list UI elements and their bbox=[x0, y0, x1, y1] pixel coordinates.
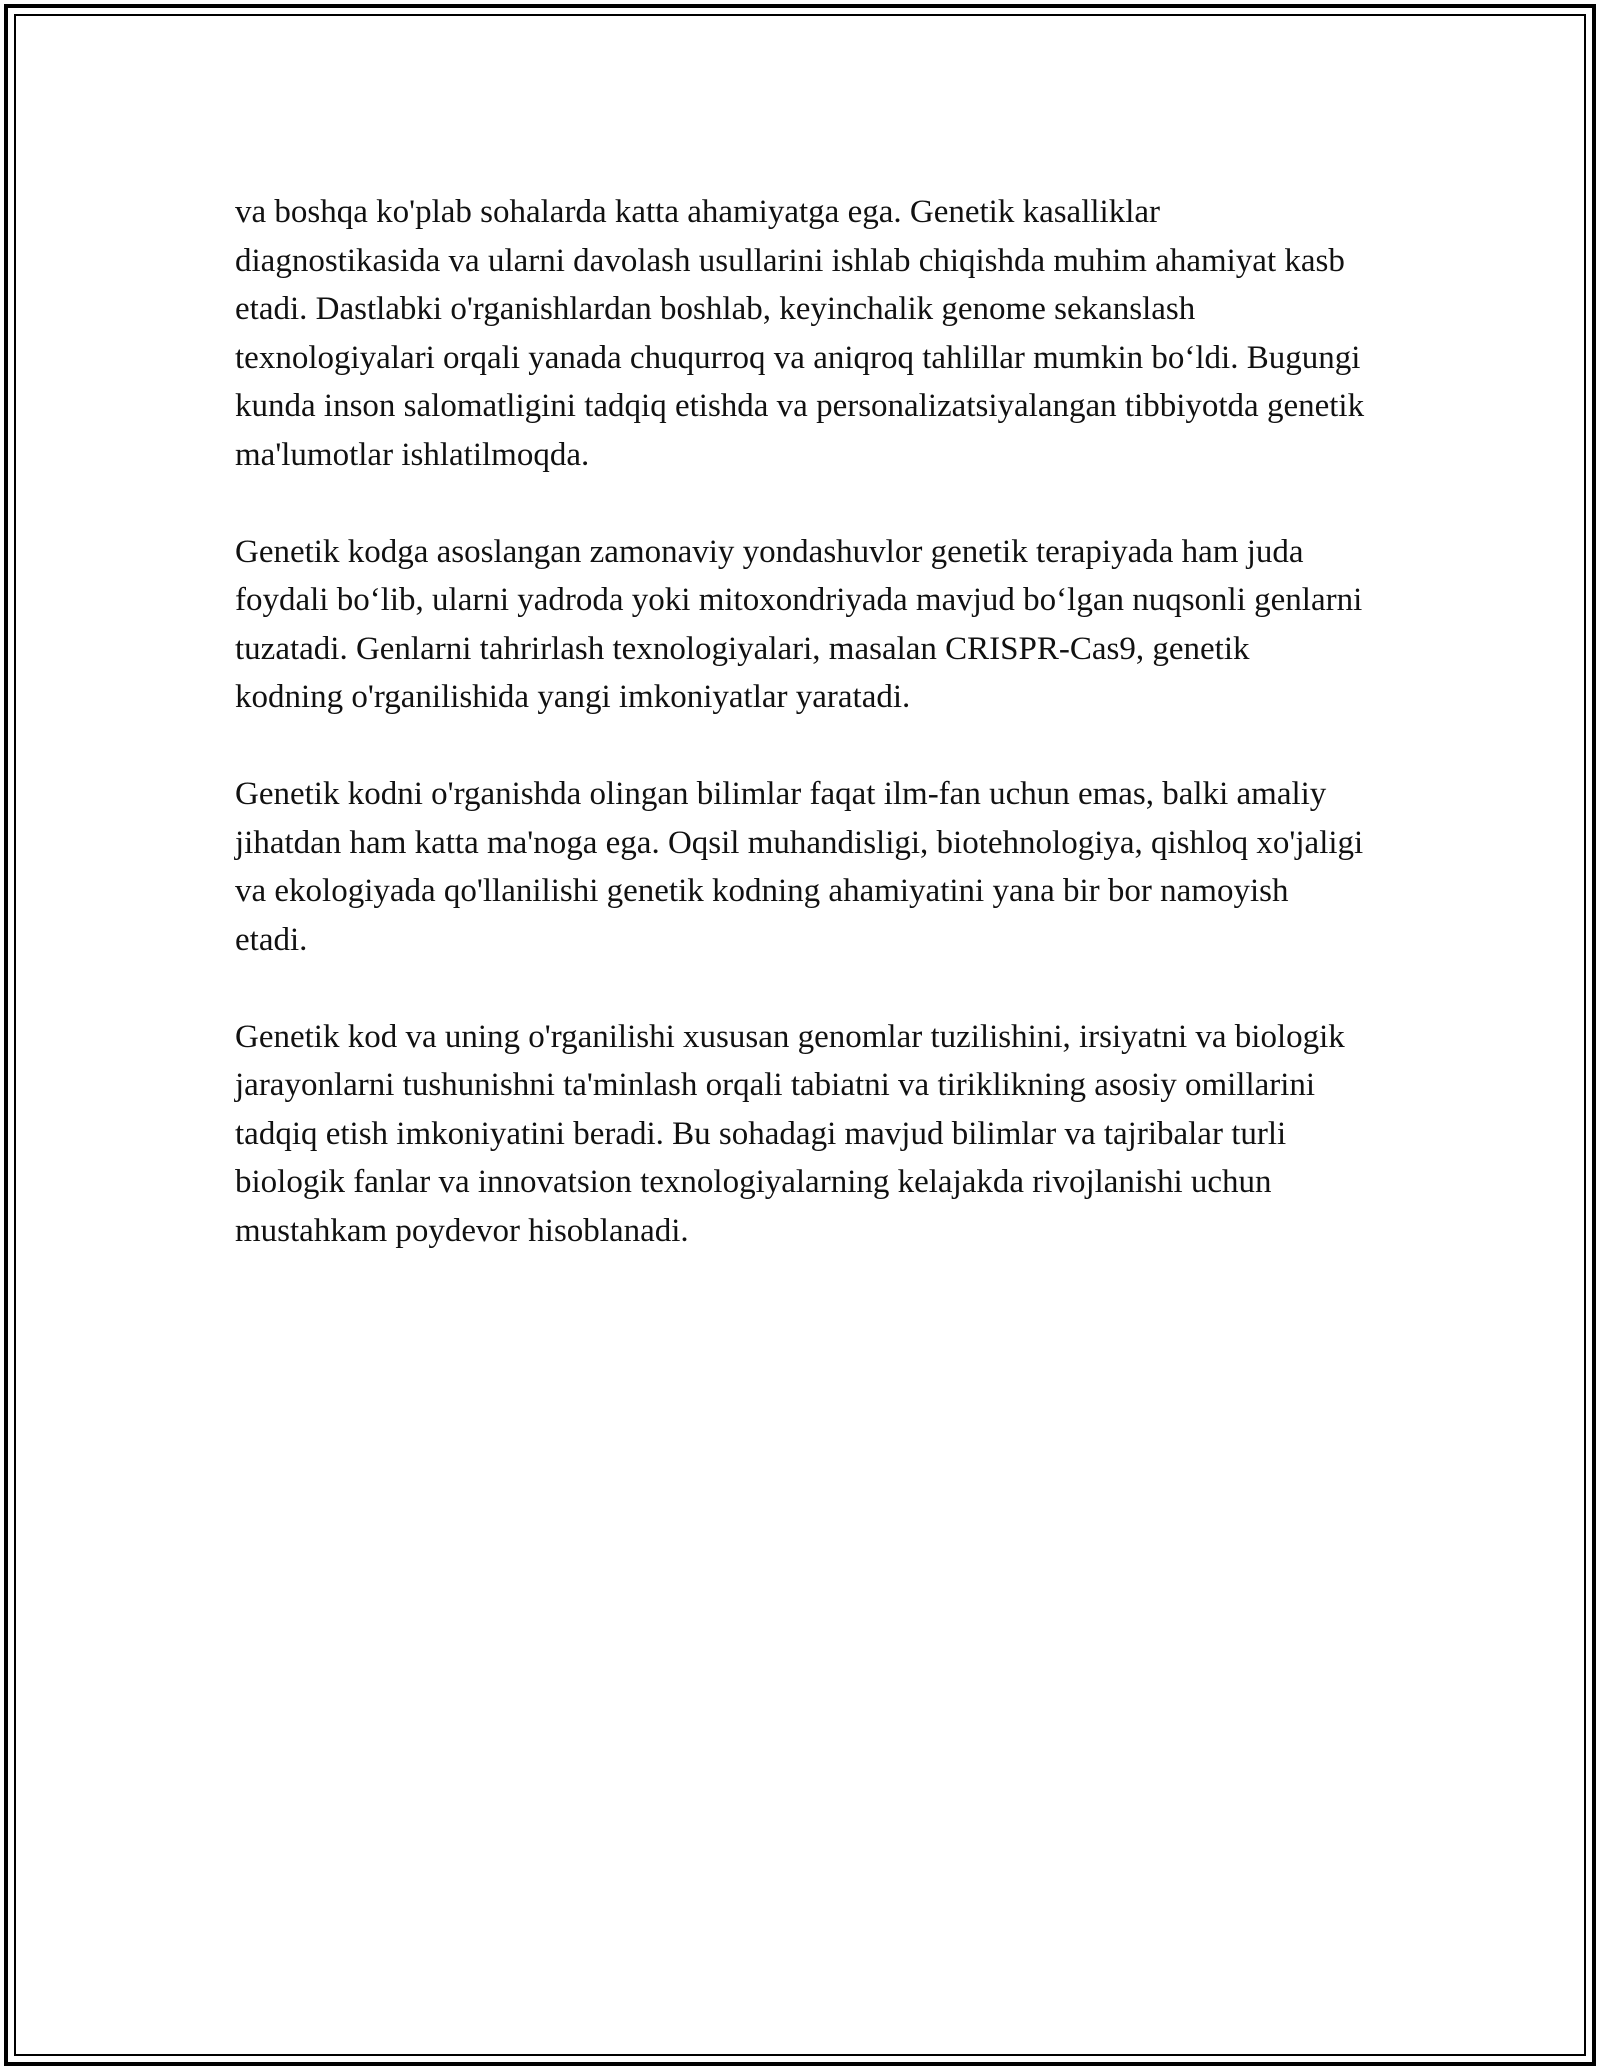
document-body bbox=[235, 188, 1365, 1304]
paragraph-3: Genetik kodni o'rganishda olingan bilimlar faqat ilm-fan uchun emas, balki amaliy jihatdan ham katta ma'noga ega. Oqsil muhandisligi, biotehnologiya, qishloq xo'jaligi va ekologiyada qo'llanilishi genetik kodning ahamiyatini yana bir bor namoyish etadi. bbox=[235, 776, 1364, 958]
paragraph-4: Genetik kod va uning o'rganilishi xususan genomlar tuzilishini, irsiyatni va biologik jarayonlarni tushunishni ta'minlash orqali tabiatni va tiriklikning asosiy omillarini tadqiq etish imkoniyatini beradi. Bu sohadagi mavjud bilimlar va tajribalar turli biologik fanlar va innovatsion texnologiyalarning kelajakda rivojlanishi uchun mustahkam poydevor hisoblanadi. bbox=[235, 1018, 1345, 1249]
paragraph-1: va boshqa ko'plab sohalarda katta ahamiyatga ega. Genetik kasalliklar diagnostikasida va ularni davolash usullarini ishlab chiqishda muhim ahamiyat kasb etadi. Dastlabki o'rganishlardan boshlab, keyinchalik genome sekanslash texnologiyalari orqali yanada chuqurroq va aniqroq tahlillar mumkin bo‘ldi. Bugungi kunda inson salomatligini tadqiq etishda va personalizatsiyalangan tibbiyotda genetik ma'lumotlar ishlatilmoqda. bbox=[235, 194, 1365, 473]
paragraph-2: Genetik kodga asoslangan zamonaviy yondashuvlor genetik terapiyada ham juda foydali bo‘lib, ularni yadroda yoki mitoxondriyada mavjud bo‘lgan nuqsonli genlarni tuzatadi. Genlarni tahrirlash texnologiyalari, masalan CRISPR-Cas9, genetik kodning o'rganilishida yangi imkoniyatlar yaratadi. bbox=[235, 533, 1363, 715]
